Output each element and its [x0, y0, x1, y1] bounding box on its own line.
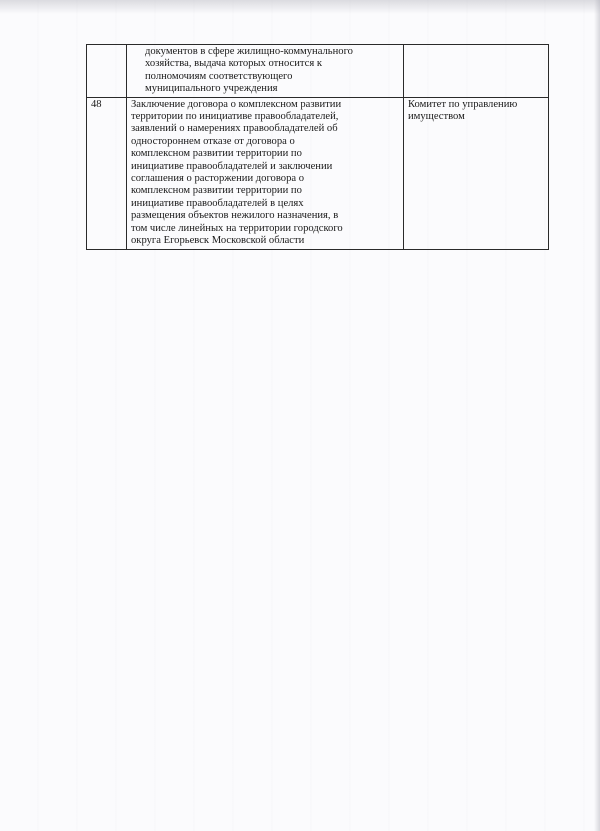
service-name-line: Заключение договора о комплексном развитии — [131, 98, 342, 110]
service-name-line: размещения объектов нежилого назначения, в — [131, 210, 339, 222]
service-name-line: заявлений о намерениях правообладателей об — [131, 123, 338, 135]
service-name-line: хозяйства, выдача которых относится к — [145, 58, 323, 70]
responsible-body-cell — [404, 97, 549, 249]
service-name-line: документов в сфере жилищно-коммунального — [145, 46, 353, 57]
table-row — [87, 97, 549, 249]
service-name-cell — [127, 45, 404, 98]
scan-right-shadow — [594, 0, 600, 831]
service-name-line: территории по инициативе правообладателей, — [131, 111, 339, 123]
service-name-line: муниципального учреждения — [145, 83, 278, 95]
table-row — [87, 45, 549, 98]
service-name-line: комплексном развитии территории по — [131, 148, 302, 160]
responsible-body-cell — [404, 45, 549, 98]
service-name-line: инициативе правообладателей в целях — [131, 197, 304, 209]
row-number — [87, 45, 127, 98]
service-name-line: полномочиям соответствующего — [145, 70, 293, 82]
service-name-line: инициативе правообладателей и заключении — [131, 160, 333, 172]
responsible-body-line: имуществом — [408, 111, 465, 123]
service-name-line: комплексном развитии территории по — [131, 185, 302, 197]
service-name-line: одностороннем отказе от договора о — [131, 135, 295, 147]
service-name-cell — [127, 97, 404, 249]
scan-top-shadow — [0, 0, 600, 14]
responsible-body-line: Комитет по управлению — [408, 98, 518, 110]
service-name-line: соглашения о расторжении договора о — [131, 173, 305, 185]
service-name-line: округа Егорьевск Московской области — [131, 235, 305, 247]
services-table — [86, 44, 549, 250]
service-name-line: том числе линейных на территории городского — [131, 222, 343, 234]
row-number: 48 — [87, 97, 127, 249]
